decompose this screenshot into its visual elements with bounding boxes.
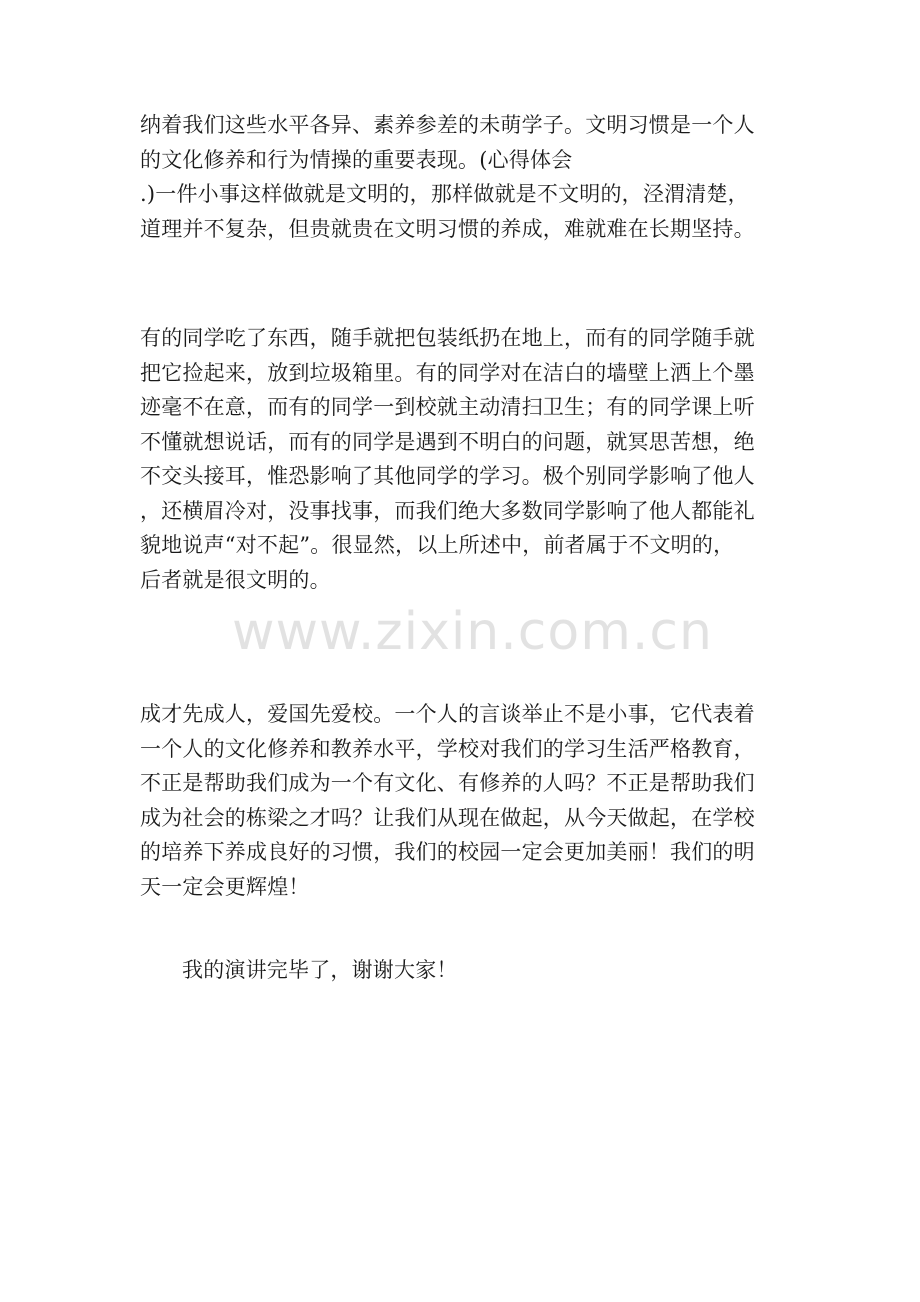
text-line: .)一件小事这样做就是文明的，那样做就是不文明的，泾渭清楚， (140, 182, 749, 206)
text-line: 不交头接耳，惟恐影响了其他同学的学习。极个别同学影响了他人 (140, 464, 755, 488)
text-line: 成为社会的栋梁之才吗？让我们从现在做起，从今天做起，在学校 (140, 805, 755, 830)
text-line: 道理并不复杂，但贵就贵在文明习惯的养成，难就难在长期坚持。 (140, 216, 755, 241)
text-line: 纳着我们这些水平各异、素养参差的未萌学子。文明习惯是一个人 (140, 113, 755, 137)
text-line: 不正是帮助我们成为一个有文化、有修养的人吗？不正是帮助我们 (140, 771, 755, 795)
closing-remark (140, 953, 780, 988)
text-line: 不懂就想说话，而有的同学是遇到不明白的问题，就冥思苦想，绝 (140, 429, 755, 454)
paragraph-become-person (140, 697, 780, 904)
text-line: 一个人的文化修养和教养水平，学校对我们的学习生活严格教育， (140, 736, 755, 761)
text-line: 的文化修养和行为情操的重要表现。(心得体会 (140, 147, 573, 172)
site-watermark: www.zixin.com.cn (232, 602, 713, 662)
paragraph-civility-habits (140, 108, 780, 246)
text-line: 把它捡起来，放到垃圾箱里。有的同学对在洁白的墙壁上洒上个墨 (140, 360, 755, 385)
paragraph-student-examples (140, 321, 780, 597)
text-line: 后者就是很文明的。 (140, 567, 331, 592)
closing-line: 我的演讲完毕了，谢谢大家！ (182, 958, 458, 982)
text-line: ，还横眉冷对，没事找事，而我们绝大多数同学影响了他人都能礼 (140, 498, 755, 523)
text-line: 貌地说声“对不起”。很显然，以上所述中，前者属于不文明的， (140, 533, 735, 557)
text-line: 迹毫不在意，而有的同学一到校就主动清扫卫生；有的同学课上听 (140, 395, 755, 419)
text-line: 有的同学吃了东西，随手就把包装纸扔在地上，而有的同学随手就 (140, 326, 755, 350)
text-line: 的培养下养成良好的习惯，我们的校园一定会更加美丽！我们的明 (140, 840, 755, 864)
text-line: 成才先成人，爱国先爱校。一个人的言谈举止不是小事，它代表着 (140, 702, 755, 726)
text-line: 天一定会更辉煌！ (140, 874, 310, 899)
